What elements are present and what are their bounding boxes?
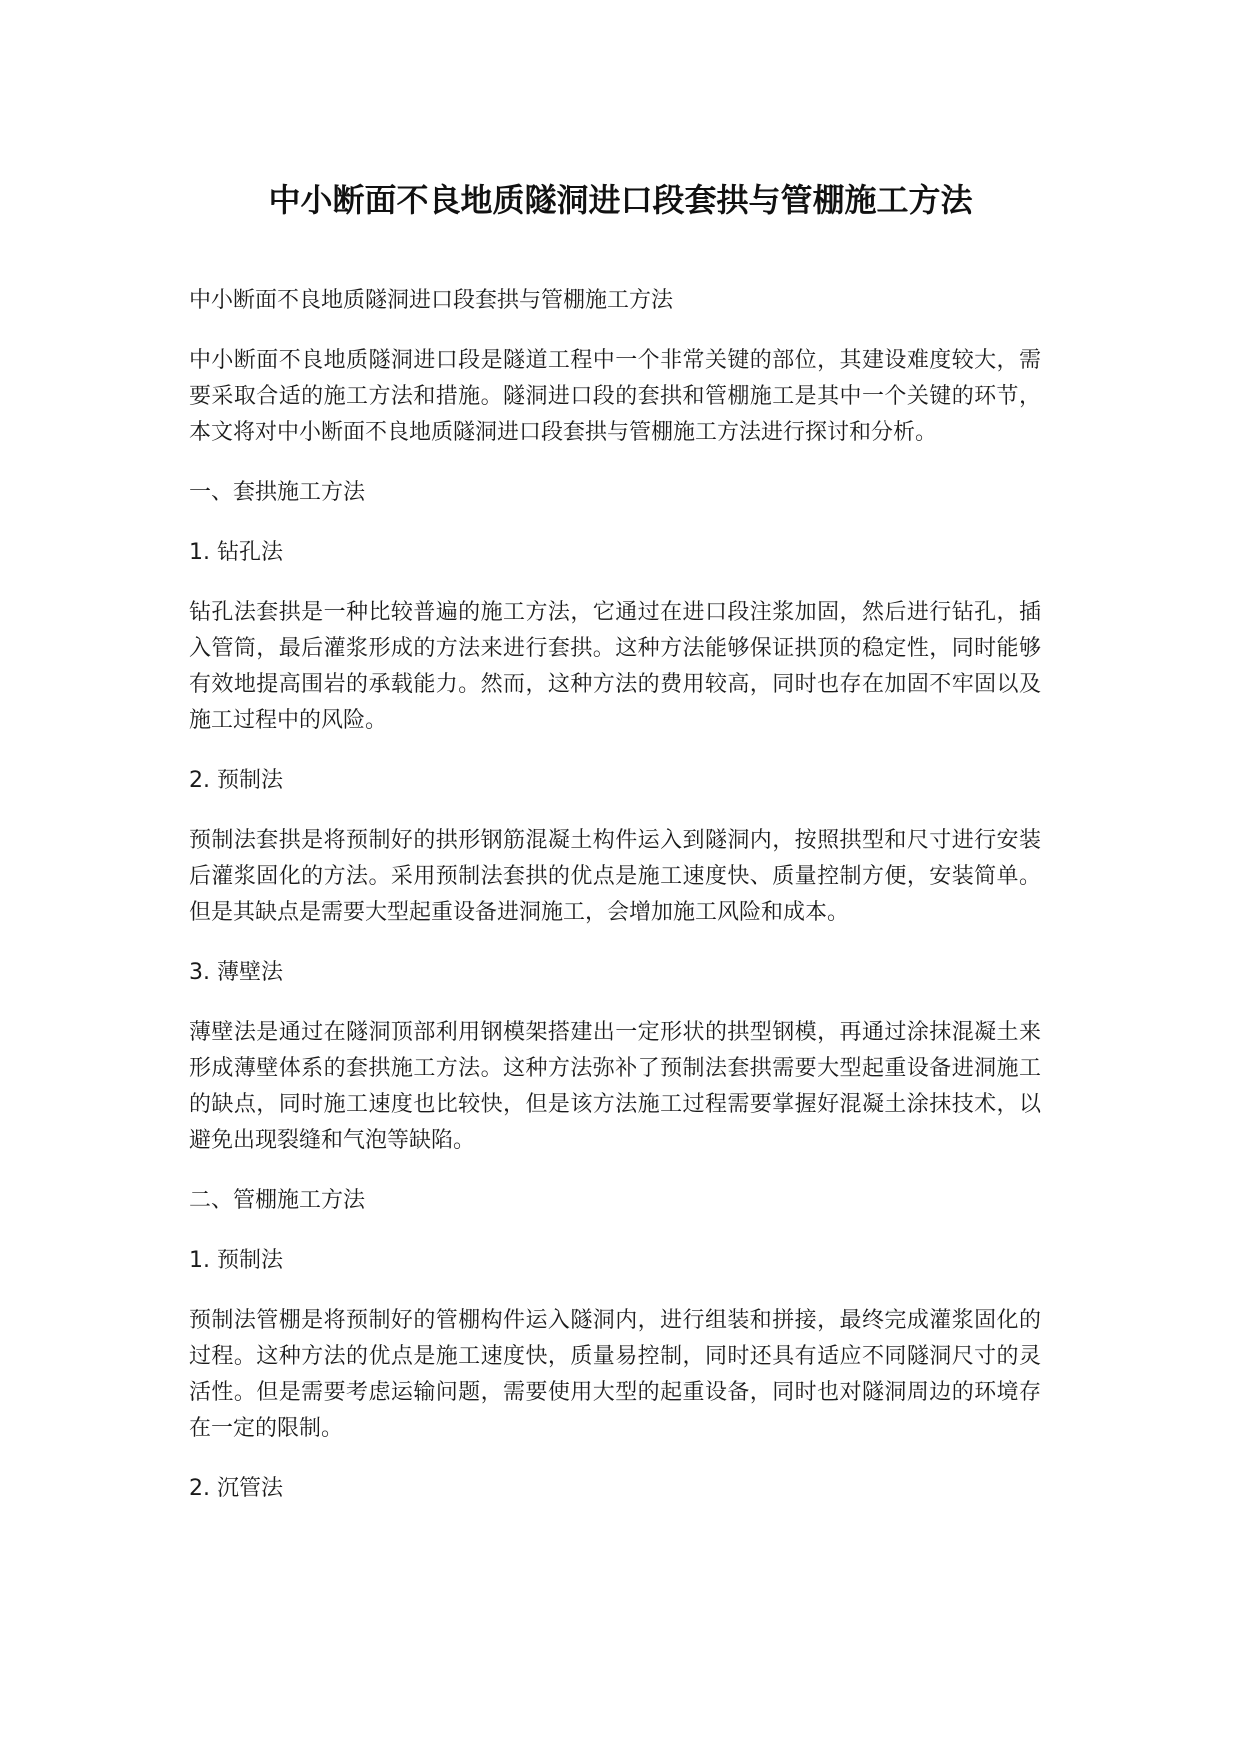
section-heading-pipe-roof: 二、管棚施工方法 [189, 1188, 366, 1213]
prefab-pipe-paragraph: 预制法管棚是将预制好的管棚构件运入隧洞内，进行组装和拼接，最终完成灌浆固化的过程。这种方法的优点是施工速度快，质量易控制，同时还具有适应不同隧洞尺寸的灵活性。但是需要考虑运输问题，需要使用大型的起重设备，同时也对隧洞周边的环境存在一定的限制。 [189, 1308, 1041, 1441]
subtitle-paragraph: 中小断面不良地质隧洞进口段套拱与管棚施工方法 [189, 288, 674, 313]
subsection-heading-thinwall: 3. 薄壁法 [189, 960, 283, 985]
intro-paragraph: 中小断面不良地质隧洞进口段是隧道工程中一个非常关键的部位，其建设难度较大，需要采取合适的施工方法和措施。隧洞进口段的套拱和管棚施工是其中一个关键的环节，本文将对中小断面不良地质隧洞进口段套拱与管棚施工方法进行探讨和分析。 [189, 348, 1041, 445]
prefab-paragraph: 预制法套拱是将预制好的拱形钢筋混凝土构件运入到隧洞内，按照拱型和尺寸进行安装后灌浆固化的方法。采用预制法套拱的优点是施工速度快、质量控制方便，安装简单。但是其缺点是需要大型起重设备进洞施工，会增加施工风险和成本。 [189, 828, 1041, 925]
document-title: 中小断面不良地质隧洞进口段套拱与管棚施工方法 [268, 181, 973, 219]
drilling-paragraph: 钻孔法套拱是一种比较普遍的施工方法，它通过在进口段注浆加固，然后进行钻孔，插入管筒，最后灌浆形成的方法来进行套拱。这种方法能够保证拱顶的稳定性，同时能够有效地提高围岩的承载能力。然而，这种方法的费用较高，同时也存在加固不牢固以及施工过程中的风险。 [189, 600, 1041, 733]
section-heading-arch: 一、套拱施工方法 [189, 480, 366, 505]
subsection-heading-drilling: 1. 钻孔法 [189, 540, 283, 565]
document-body [189, 283, 1041, 1531]
subsection-heading-prefab-pipe: 1. 预制法 [189, 1248, 283, 1273]
subsection-heading-immersed: 2. 沉管法 [189, 1476, 283, 1501]
thinwall-paragraph: 薄壁法是通过在隧洞顶部利用钢模架搭建出一定形状的拱型钢模，再通过涂抹混凝土来形成薄壁体系的套拱施工方法。这种方法弥补了预制法套拱需要大型起重设备进洞施工的缺点，同时施工速度也比较快，但是该方法施工过程需要掌握好混凝土涂抹技术，以避免出现裂缝和气泡等缺陷。 [189, 1020, 1041, 1153]
subsection-heading-prefab: 2. 预制法 [189, 768, 283, 793]
